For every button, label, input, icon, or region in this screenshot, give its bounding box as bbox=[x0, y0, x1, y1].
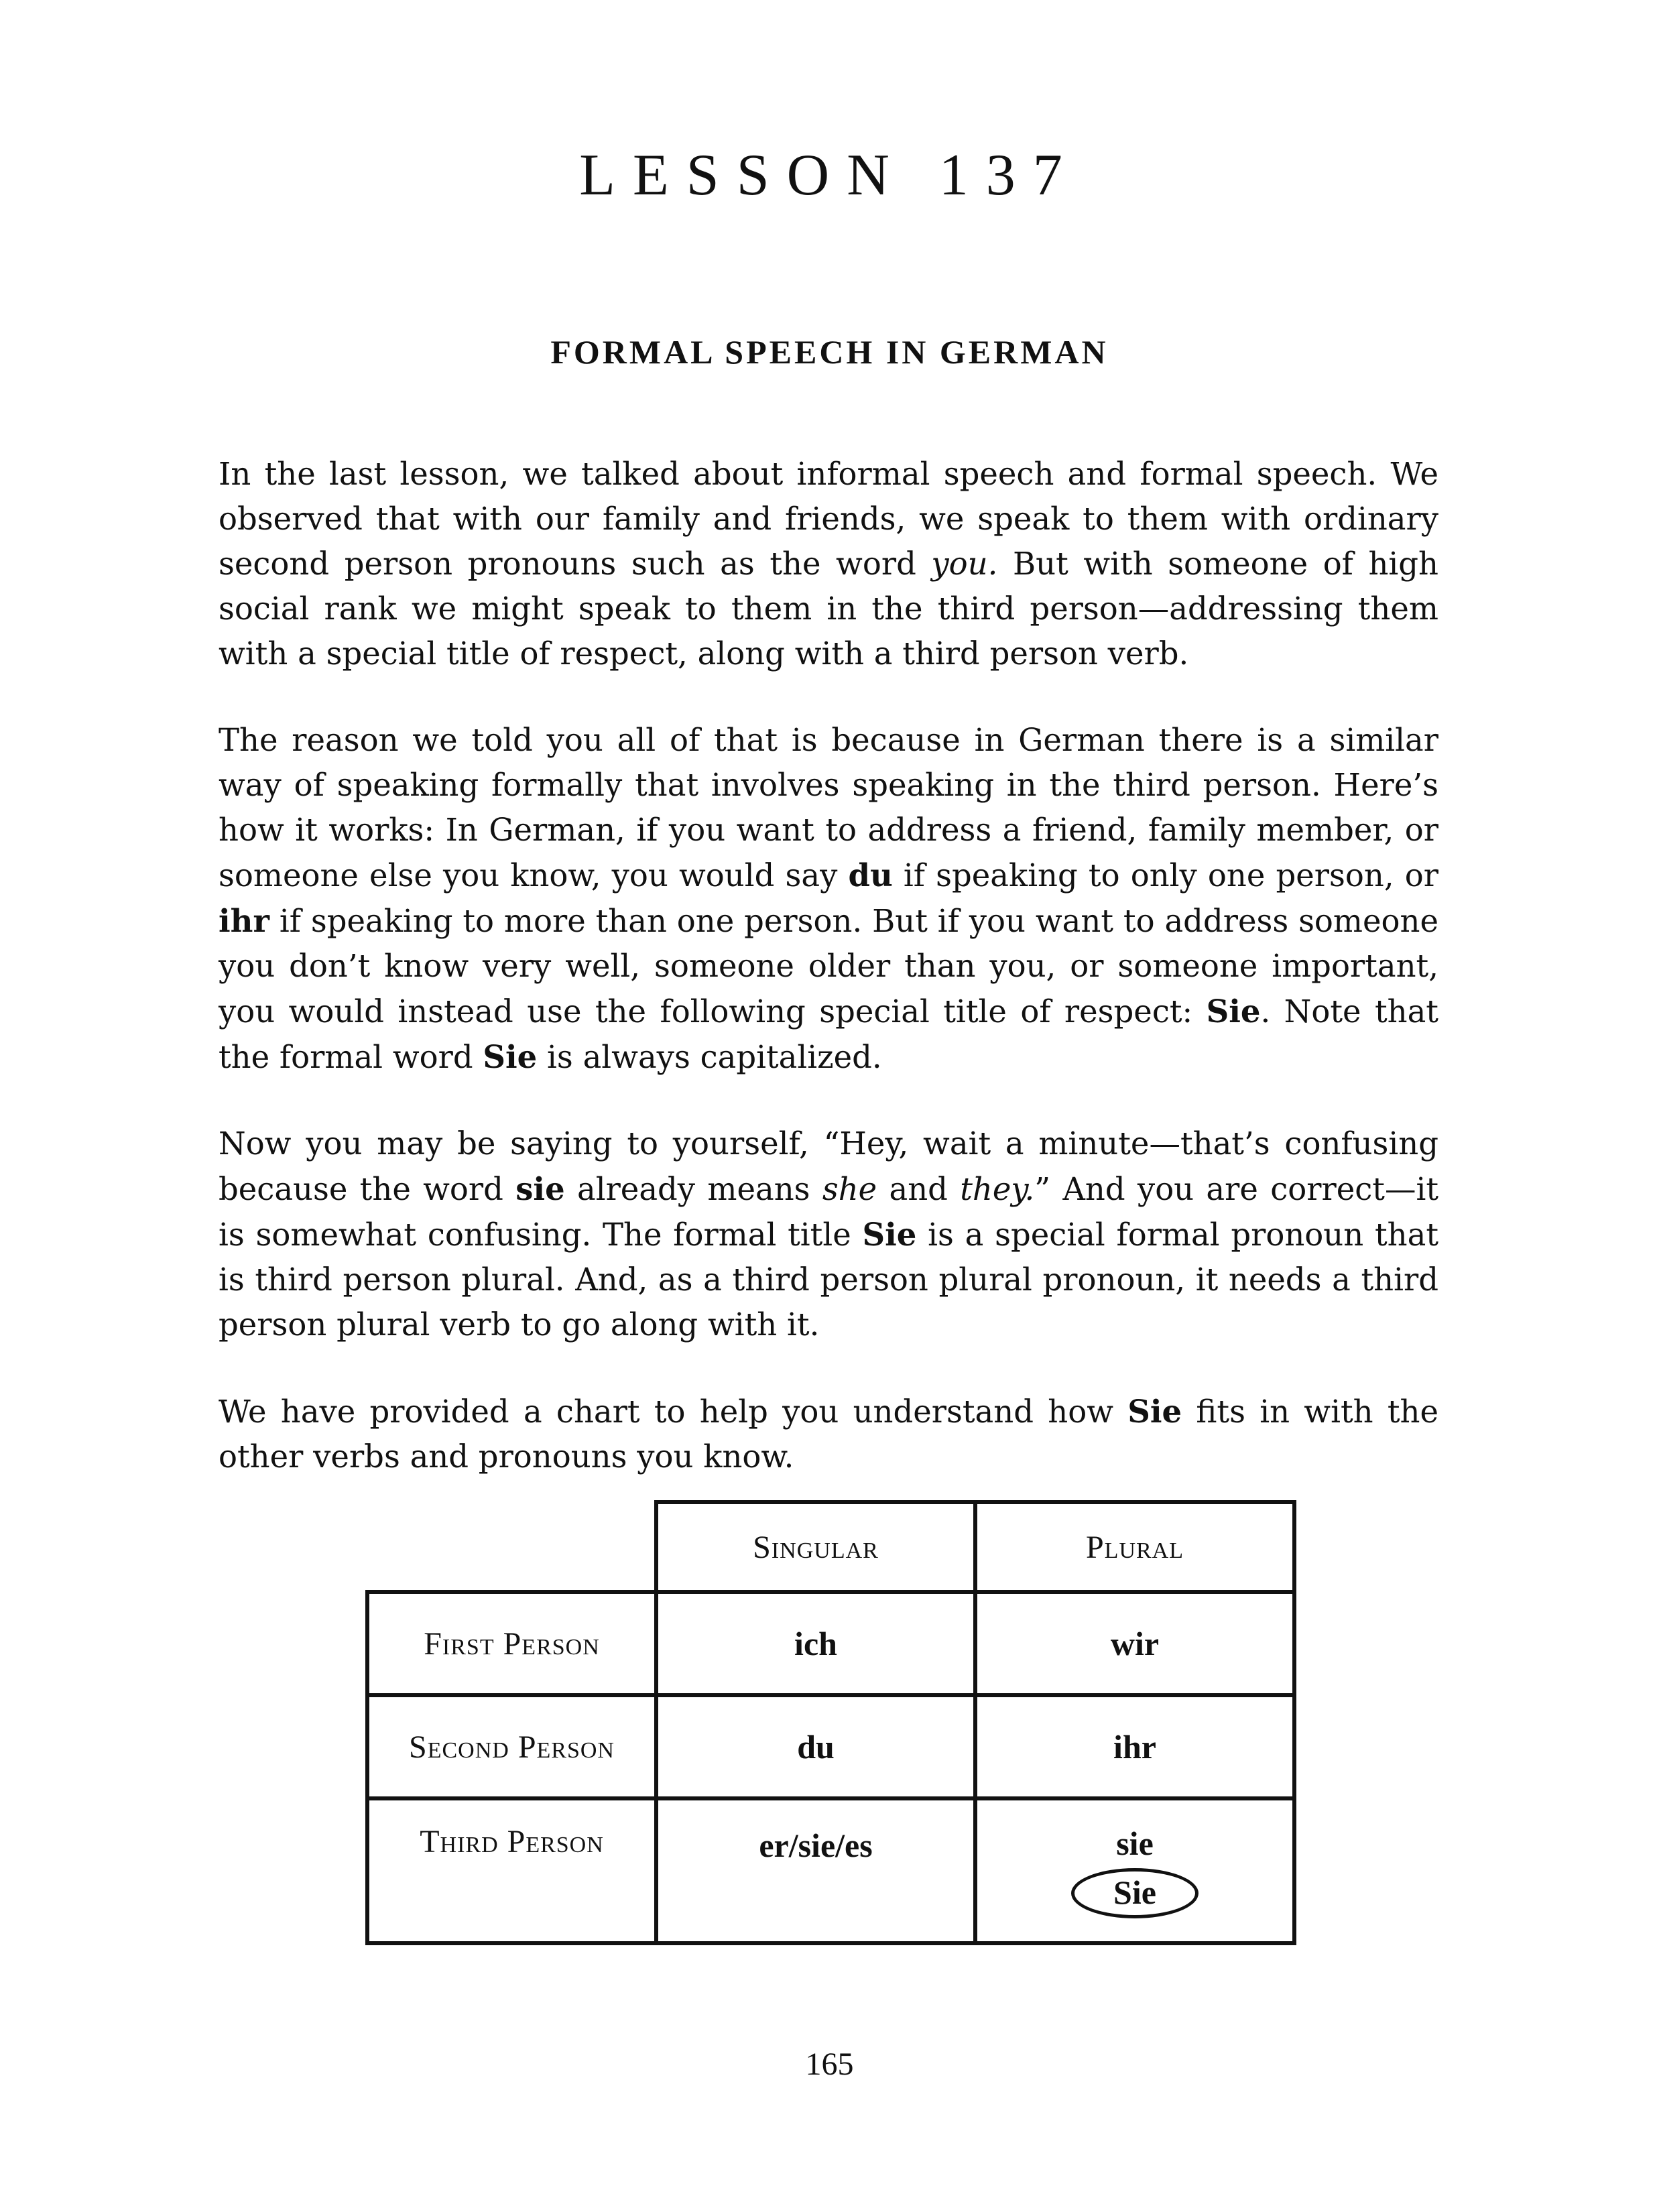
table-header-row bbox=[367, 1502, 1294, 1592]
column-header-plural bbox=[975, 1502, 1294, 1592]
text-run: But with someone of high social rank we might speak to them in the third person—addressing them with a special title of respect, along with a third person verb. bbox=[219, 546, 1438, 672]
text-run: . Note that the formal word bbox=[219, 993, 1438, 1075]
text-run: fits in with the other verbs and pronouns you know. bbox=[219, 1394, 1438, 1475]
body-text bbox=[219, 452, 1438, 1521]
bold-word: Sie bbox=[1127, 1393, 1182, 1430]
column-header-singular bbox=[656, 1502, 975, 1592]
row-label: Third Person bbox=[420, 1824, 604, 1859]
paragraph-1 bbox=[219, 452, 1438, 676]
row-label-cell bbox=[367, 1592, 656, 1695]
text-run: if speaking to only one person, or bbox=[892, 857, 1438, 894]
plural-stack bbox=[977, 1824, 1292, 1918]
table-row bbox=[367, 1592, 1294, 1695]
formal-pronoun-circled: Sie bbox=[1071, 1868, 1199, 1918]
table-row bbox=[367, 1798, 1294, 1943]
column-header-label: Singular bbox=[753, 1529, 879, 1565]
lesson-subtitle: FORMAL SPEECH IN GERMAN bbox=[550, 333, 1109, 371]
text-run: and bbox=[877, 1171, 961, 1207]
text-run: Now you may be saying to yourself, “Hey, wait a minute—that’s confusing because the word bbox=[219, 1125, 1438, 1207]
bold-word: du bbox=[848, 857, 893, 894]
text-run: In the last lesson, we talked about informal speech and formal speech. We observed that with our family and friends, we speak to them with ordinary second person pronouns such as the word bbox=[219, 456, 1438, 582]
page-number: 165 bbox=[805, 2046, 854, 2082]
text-run: is a special formal pronoun that is third person plural. And, as a third person plural pronoun, it needs a third person plural verb to go along with it. bbox=[219, 1217, 1438, 1343]
text-run: ” And you are correct—it is somewhat confusing. The formal title bbox=[219, 1171, 1439, 1253]
row-label-cell bbox=[367, 1695, 656, 1798]
text-run: already means bbox=[564, 1171, 822, 1207]
lesson-title: LESSON 137 bbox=[579, 143, 1080, 208]
pronoun: ich bbox=[794, 1625, 837, 1662]
paragraph-4 bbox=[219, 1389, 1438, 1479]
pronoun: er/sie/es bbox=[759, 1827, 873, 1864]
text-run: is always capitalized. bbox=[537, 1039, 882, 1075]
plural-cell bbox=[975, 1695, 1294, 1798]
text-run: The reason we told you all of that is because in German there is a similar way of speaking formally that involves speaking in the third person. Here’s how it works: In German, if you want to address a friend, family member, or someone else you know, you would say bbox=[219, 722, 1438, 894]
paragraph-3 bbox=[219, 1121, 1438, 1347]
plural-cell bbox=[975, 1592, 1294, 1695]
plural-cell bbox=[975, 1798, 1294, 1943]
bold-word: Sie bbox=[1206, 993, 1261, 1030]
text-run: We have provided a chart to help you understand how bbox=[219, 1394, 1128, 1430]
paragraph-2 bbox=[219, 718, 1438, 1080]
pronoun: du bbox=[797, 1728, 835, 1766]
row-label-cell bbox=[367, 1798, 656, 1943]
bold-word: sie bbox=[515, 1170, 565, 1207]
pronoun: wir bbox=[1110, 1625, 1160, 1662]
italic-word: they. bbox=[960, 1171, 1035, 1207]
row-label: First Person bbox=[424, 1625, 600, 1662]
pronoun: sie bbox=[1116, 1824, 1154, 1862]
singular-cell bbox=[656, 1592, 975, 1695]
italic-word: you. bbox=[931, 546, 998, 582]
pronoun: ihr bbox=[1113, 1728, 1156, 1766]
table-row bbox=[367, 1695, 1294, 1798]
italic-word: she bbox=[822, 1171, 877, 1207]
table-corner-cell bbox=[367, 1502, 656, 1592]
text-run: if speaking to more than one person. But if you want to address someone you don’t know very well, someone older than you, or someone important, you would instead use the following special title of respect: bbox=[219, 903, 1438, 1030]
row-label: Second Person bbox=[409, 1729, 615, 1765]
bold-word: Sie bbox=[483, 1038, 538, 1075]
column-header-label: Plural bbox=[1085, 1529, 1184, 1565]
singular-cell bbox=[656, 1798, 975, 1943]
pronoun-chart bbox=[365, 1500, 1296, 1945]
singular-cell bbox=[656, 1695, 975, 1798]
bold-word: Sie bbox=[862, 1216, 917, 1253]
bold-word: ihr bbox=[219, 902, 269, 939]
